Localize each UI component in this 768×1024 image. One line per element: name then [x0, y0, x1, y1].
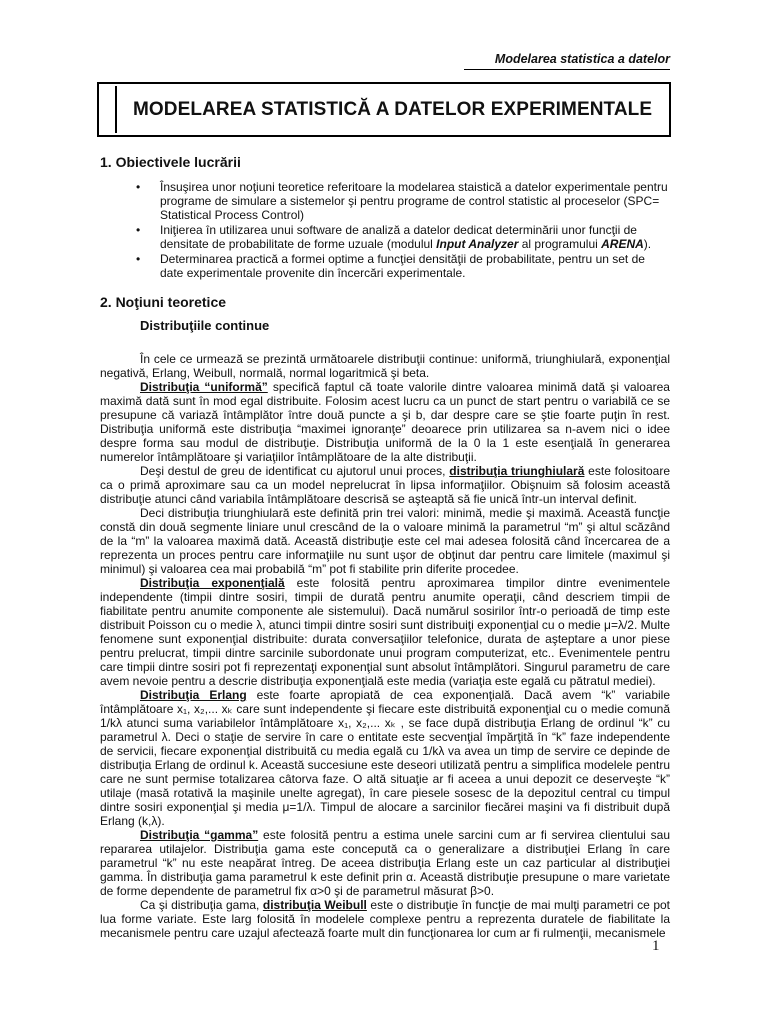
paragraph-uniform [100, 380, 670, 464]
erlang-term: Distribuţia Erlang [140, 688, 247, 702]
paragraph-gamma [100, 828, 670, 898]
paragraph-triangular-1 [100, 464, 670, 506]
objective-text-pre: Iniţierea în utilizarea unui software de analiză a datelor dedicat determinării unor funcţii de densitate de probabilitate de forme uzuale (modulul [160, 223, 637, 251]
uniform-text: specifică faptul că toate valorile dintre valoarea minimă dată şi valoarea maximă dată sunt în mod egal distribuite. Folosim acest lucru ca un punct de start pentru o variabilă ce se presupune că variază întâmplător între două puncte a şi b, dar despre care se ştie foarte puţin în rest. Distribuţia uniformă este distribuţia “maximei ignoranţe” deoarece prin utilizarea sa n-avem nici o idee despre forma sau modul de distribuţie. Distribuţia uniformă de la 0 la 1 este esenţială în generarea numerelor întâmplătoare şi variaţiilor întâmplătoare de la alte distribuţii. [100, 380, 670, 464]
gamma-term: Distribuţia “gamma” [140, 828, 259, 842]
objectives-list [100, 180, 670, 281]
weibull-text-post: este o distribuţie în funcţie de mai mulţi parametri ce pot lua forme variate. Este larg folosită în modelele complexe pentru a reprezenta duratele de fiabilitate la mecanismele pentru care uzajul afectează foarte mult din funcţionarea lor cum ar fi rulmenţii, mecanismele [100, 898, 670, 940]
triangular-text-pre: Deşi destul de greu de identificat cu ajutorul unui proces, [140, 464, 450, 478]
weibull-term: distribuţia Weibull [262, 898, 367, 912]
title-box [97, 82, 671, 137]
weibull-text-pre: Ca şi distribuţia gama, [140, 898, 263, 912]
arena-label: ARENA [601, 237, 644, 251]
exponential-text: este folosită pentru aproximarea timpilor dintre evenimentele independente (timpii dintre sosiri, timpii de durată pentru anumite operaţii, când descriem timpii de fiabilitate pentru anumite componente ale sistemului). Dacă numărul sosirilor într-o perioadă de timp este distribuit Poisson cu o medie λ, atunci timpii dintre sosiri sunt distribuiţi exponenţial cu o medie μ=λ/2. Multe fenomene sunt exponenţial distribuite: durata conversaţiilor telefonice, durata de aşteptare a unor piese pentru prelucrat, timpii dintre sarcinile subordonate unui program computerizat, etc.. Evenimentele pentru care timpii dintre sosiri pot fi reprezentaţi exponenţial sunt absolut întâmplători. Singurul parametru de care avem nevoie pentru a descrie distribuţia exponenţială este media (variaţia este egală cu pătratul mediei). [100, 576, 670, 688]
paragraph-weibull [100, 898, 670, 940]
document-title: MODELAREA STATISTICĂ A DATELOR EXPERIMENTALE [133, 98, 653, 120]
paragraph-triangular-2: Deci distribuţia triunghiulară este definită prin trei valori: minimă, medie şi maximă. Această funcţie constă din două segmente liniare unul crescând de la o valoare minimă la parametrul “m” şi altul scăzând de la “m” la valoarea maximă dată. Această distribuţie este cel mai adesea folosită când încercarea de a reprezenta un proces pentru care informaţiile nu sunt uşor de obţinut dar pentru care limitele (maximul şi minimul) şi valoarea cea mai probabilă “m” pot fi stabilite prin diferite procedee. [100, 506, 670, 576]
section-1-heading: 1. Obiectivele lucrării [100, 154, 241, 170]
erlang-text: este foarte apropiată de cea exponenţială. Dacă avem “k” variabile întâmplătoare x₁, x₂,... xₖ care sunt independente şi fiecare este distribuită exponenţial cu o medie comună 1/kλ atunci suma variabilelor întâmplătoare x₁, x₂,... xₖ , se face după distribuţia Erlang de ordinul “k” cu parametrul λ. Deci o staţie de servire în care o entitate este secvenţial împărţită în “k” faze independente de servicii, fiecare exponenţial distribuită cu media egală cu 1/kλ va avea un timp de servire ce depinde de distribuţia Erlang de ordinul k. Această succesiune este deseori utilizată pentru a simplifica modelele pentru care ne sunt permise totalizarea câtorva faze. O altă situaţie ar fi aceea a unui depozit ce deserveşte “k” utilaje (masă rotativă la maşinile unelte agregat), în care piesele sosesc de la depozitul central cu timpul dintre sosiri exponenţial şi media μ=1/λ. Timpul de alocare a sarcinilor fiecărei maşini va fi distribuit după Erlang (k,λ). [100, 688, 671, 828]
title-box-inner [115, 86, 667, 133]
page-number: 1 [652, 938, 660, 954]
triangular-text-post: este folositoare ca o primă aproximare sau ca un model neprelucrat în lipsa informaţiilor. Obişnuim să folosim această distribuţie atunci când variabila întâmplătoare descrisă se aşteaptă să fie unică într-un interval definit. [100, 464, 671, 506]
objective-text: Însuşirea unor noţiuni teoretice referitoare la modelarea staistică a datelor experimentale pentru programe de simulare a sistemelor şi pentru programe de control statistic al proceselor (SPC= Statistical Process Control) [160, 180, 668, 222]
objective-item [100, 180, 670, 222]
gamma-text: este folosită pentru a estima unele sarcini cum ar fi servirea clientului sau repararea utilajelor. Distribuţia gama este concepută ca o generalizare a distribuţiei Erlang în care parametrul “k” nu este neapărat întreg. De aceea distribuţia Erlang este un caz particular al distribuţiei gamma. În distribuţia gama parametrul k este definit prin α. Această distribuţie presupune o mare varietate de forme dependente de parametrul fix α>0 şi de parametrul măsurat β>0. [100, 828, 670, 898]
body-text [100, 352, 670, 940]
section-2-heading: 2. Noţiuni teoretice [100, 294, 227, 310]
running-header: Modelarea statistica a datelor [494, 52, 670, 66]
objective-item [100, 223, 670, 251]
objective-text-mid: al programului [518, 237, 602, 251]
continuous-distributions-subheading: Distribuţiile continue [140, 318, 270, 333]
header-rule [464, 69, 670, 70]
paragraph-erlang [100, 688, 670, 828]
input-analyzer-label: Input Analyzer [436, 237, 519, 251]
uniform-term: Distribuţia “uniformă” [140, 380, 268, 394]
exponential-term: Distribuţia exponenţială [140, 576, 285, 590]
objective-item [100, 252, 670, 280]
paragraph-exponential [100, 576, 670, 688]
objective-text: Determinarea practică a formei optime a funcţiei densităţii de probabilitate, pentru un set de date experimentale provenite din încercări experimentale. [160, 252, 645, 280]
triangular-term: distribuţia triunghiulară [449, 464, 585, 478]
paragraph-intro: În cele ce urmează se prezintă următoarele distribuţii continue: uniformă, triunghiulară, exponenţial negativă, Erlang, Weibull, normală, normal logaritmică şi beta. [100, 352, 670, 380]
objective-text-post: ). [643, 237, 652, 251]
